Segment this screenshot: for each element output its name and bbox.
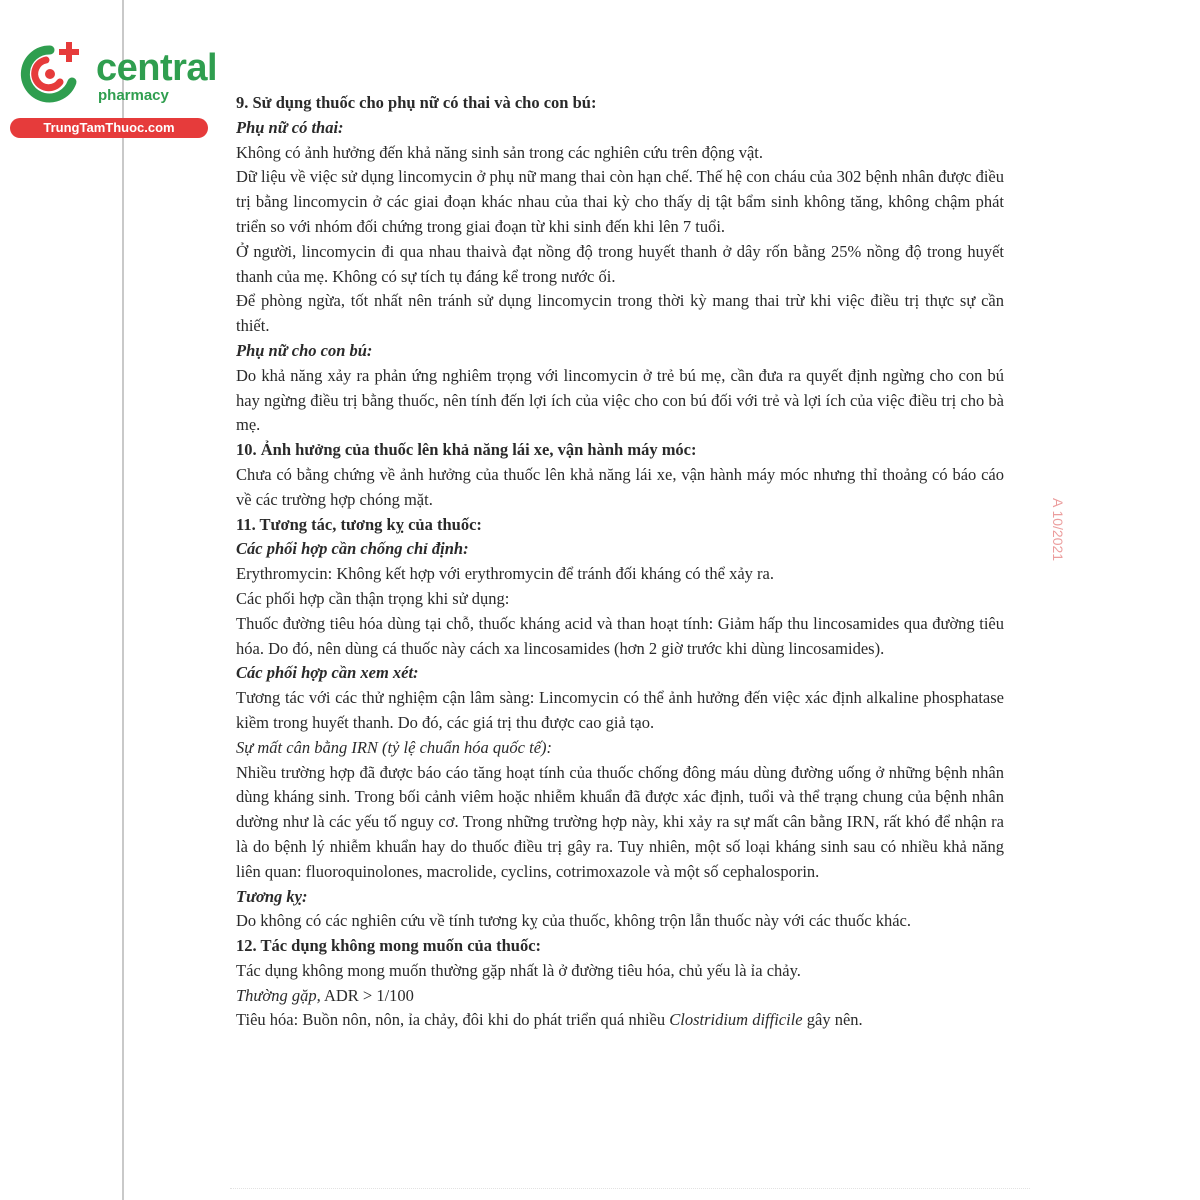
section-heading: 11. Tương tác, tương kỵ của thuốc: (236, 514, 482, 534)
subheading: Phụ nữ có thai: (236, 117, 344, 137)
subheading: Tương kỵ: (236, 886, 308, 906)
section-heading: 10. Ảnh hưởng của thuốc lên khả năng lái xe, vận hành máy móc: (236, 440, 697, 460)
paragraph: Không có ảnh hưởng đến khả năng sinh sản trong các nghiên cứu trên động vật. (236, 142, 763, 162)
subheading: Các phối hợp cần xem xét: (236, 663, 419, 683)
section-heading: 9. Sử dụng thuốc cho phụ nữ có thai và cho con bú: (236, 93, 597, 112)
section-heading: 12. Tác dụng không mong muốn của thuốc: (236, 936, 542, 956)
logo-name: central (96, 47, 218, 89)
paragraph: Ở người, lincomycin đi qua nhau thaivà đạt nồng độ trong huyết thanh ở dây rốn bằng 25% nồng độ trong huyết thanh của mẹ. Không có sự tích tụ đáng kể trong nước ối. (236, 241, 1004, 286)
bottom-scan-artifact (230, 1188, 1030, 1191)
paragraph: Do không có các nghiên cứu về tính tương kỵ của thuốc, không trộn lẫn thuốc này với các thuốc khác. (236, 911, 911, 931)
subheading: Các phối hợp cần chống chỉ định: (236, 539, 469, 559)
frequency-line (236, 984, 1004, 1009)
paragraph: Erythromycin: Không kết hợp với erythromycin để tránh đối kháng có thể xảy ra. (236, 564, 774, 584)
central-pharmacy-logo[interactable] (10, 38, 218, 138)
logo-website-link[interactable]: TrungTamThuoc.com (10, 118, 208, 138)
vertical-stamp (1050, 418, 1090, 588)
page-margin-line (122, 0, 124, 1200)
frequency-value: ADR > 1/100 (323, 985, 414, 1005)
last-line-prefix: Tiêu hóa: Buồn nôn, nôn, ỉa chảy, đôi khi do phát triển quá nhiều (236, 1010, 666, 1030)
paragraph: Các phối hợp cần thận trọng khi sử dụng: (236, 588, 510, 608)
frequency-label: Thường gặp, (236, 985, 321, 1005)
paragraph: Chưa có bằng chứng về ảnh hưởng của thuốc lên khả năng lái xe, vận hành máy móc nhưng thỉ thoảng có báo cáo về các trường hợp chóng mặt. (236, 464, 1004, 509)
document-body (236, 91, 1004, 1033)
paragraph: Nhiều trường hợp đã được báo cáo tăng hoạt tính của thuốc chống đông máu dùng đường uống ở những bệnh nhân dùng kháng sinh. Trong bối cảnh viêm hoặc nhiễm khuẩn đã được xác định, tuổi và thể trạng chung của bệnh nhân dường như là các yếu tố nguy cơ. Trong những trường hợp này, khi xảy ra sự mất cân bằng IRN, rất khó để nhận ra là do bệnh lý nhiễm khuẩn hay do thuốc điều trị gây ra. Tuy nhiên, một số loại kháng sinh sau có nhiều khả năng liên quan: fluoroquinolones, macrolide, cyclins, cotrimoxazole và một số cephalosporin. (236, 762, 1004, 881)
logo-subtitle: pharmacy (98, 87, 169, 104)
paragraph: Thuốc đường tiêu hóa dùng tại chỗ, thuốc kháng acid và than hoạt tính: Giảm hấp thu lincosamides qua đường tiêu hóa. Do đó, nên dùng cá thuốc này cách xa lincosamides (hơn 2 giờ trước khi dùng lincosamides). (236, 613, 1004, 658)
paragraph: Tác dụng không mong muốn thường gặp nhất là ở đường tiêu hóa, chủ yếu là ỉa chảy. (236, 960, 801, 980)
organism-name: Clostridium difficile (669, 1010, 803, 1030)
stamp-text: A 10/2021 (1050, 498, 1066, 562)
subheading-italic: Sự mất cân bằng IRN (tỷ lệ chuẩn hóa quốc tế): (236, 737, 553, 757)
paragraph: Để phòng ngừa, tốt nhất nên tránh sử dụng lincomycin trong thời kỳ mang thai trừ khi việc điều trị thực sự cần thiết. (236, 291, 1004, 336)
paragraph: Dữ liệu về việc sử dụng lincomycin ở phụ nữ mang thai còn hạn chế. Thế hệ con cháu của 302 bệnh nhân được điều trị bằng lincomycin ở các giai đoạn khác nhau của thai kỳ cho thấy dị tật bẩm sinh không tăng, không chậm phát triển so với nhóm đối chứng trong giai đoạn từ khi sinh đến khi lên 7 tuổi. (236, 167, 1004, 236)
paragraph: Tương tác với các thử nghiệm cận lâm sàng: Lincomycin có thể ảnh hưởng đến việc xác định alkaline phosphatase kiềm trong huyết thanh. Do đó, các giá trị thu được cao giả tạo. (236, 688, 1004, 732)
paragraph (236, 1008, 1004, 1033)
subheading: Phụ nữ cho con bú: (236, 340, 373, 360)
paragraph: Do khả năng xảy ra phản ứng nghiêm trọng với lincomycin ở trẻ bú mẹ, cần đưa ra quyết định ngừng cho con bú hay ngừng điều trị bằng thuốc, nên tính đến lợi ích của việc cho con bú đối với trẻ và lợi ích của việc điều trị cho bà mẹ. (236, 365, 1004, 435)
pharmacy-cross-icon (10, 38, 90, 108)
last-line-suffix: gây nên. (806, 1010, 863, 1030)
